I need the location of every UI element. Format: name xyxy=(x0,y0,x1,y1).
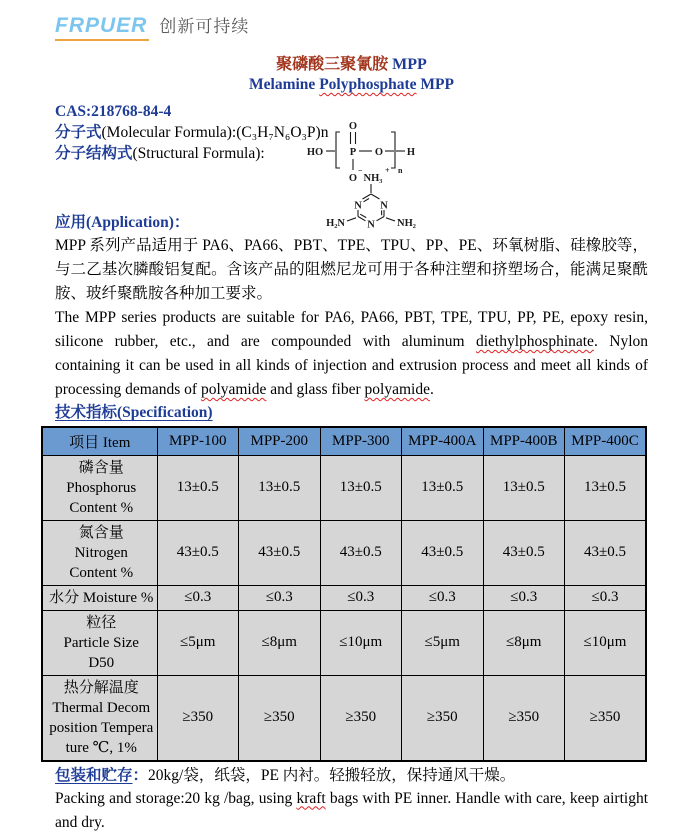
item-line: 热分解温度 xyxy=(63,679,139,696)
application-paragraph-en xyxy=(55,306,648,402)
app-en-wavy-polyamide-2: polyamide xyxy=(364,381,430,398)
spec-cell: 43±0.5 xyxy=(402,520,484,585)
col-header-mpp300: MPP-300 xyxy=(320,427,402,455)
logo-row xyxy=(55,12,648,41)
item-line: Particle Size xyxy=(63,634,139,651)
group-h2n: H₂N xyxy=(326,218,345,229)
spec-cell: ≥350 xyxy=(239,675,321,761)
atom-o-minus: O xyxy=(348,173,358,184)
row-item-cell xyxy=(42,585,157,610)
packing-text-cn: 20kg/袋，纸袋，PE 内衬。轻搬轻放，保持通风干燥。 xyxy=(148,766,516,784)
spec-cell: ≤10μm xyxy=(565,610,647,675)
ring-n-left: N xyxy=(354,200,362,212)
spec-cell: 43±0.5 xyxy=(483,520,565,585)
spec-cell: ≥350 xyxy=(483,675,565,761)
title-cn-text: 聚磷酸三聚氰胺 xyxy=(276,56,389,73)
product-title-cn xyxy=(55,55,648,75)
item-line: Nitrogen xyxy=(74,544,128,561)
row-item-cell xyxy=(42,520,157,585)
structural-formula-label-cn: 分子结构式 xyxy=(55,145,133,162)
atom-o-right: O xyxy=(374,147,384,158)
item-line: position Tempera xyxy=(49,719,154,736)
application-heading-en: (Application)： xyxy=(86,214,190,231)
spec-cell: 43±0.5 xyxy=(157,520,239,585)
group-nh2: NH₂ xyxy=(397,218,416,229)
atom-ho: HO xyxy=(306,147,324,158)
item-line: 粒径 xyxy=(86,614,117,631)
packing-en-seg: bags with PE inner. Handle with care, keep airtight and dry. xyxy=(55,789,648,831)
item-line: Thermal Decom xyxy=(52,699,151,716)
col-header-mpp100: MPP-100 xyxy=(157,427,239,455)
item-line: 磷含量 xyxy=(78,459,124,476)
repeat-n-subscript: n xyxy=(398,166,403,175)
spec-cell: ≤8μm xyxy=(483,610,565,675)
col-header-item: 项目 Item xyxy=(42,427,157,455)
row-item-cell xyxy=(42,610,157,675)
specification-heading-cn: 技术指标 xyxy=(55,404,118,421)
spec-cell: ≥350 xyxy=(157,675,239,761)
title-en-prefix: Melamine xyxy=(249,76,320,93)
item-line: Content % xyxy=(69,564,134,581)
application-paragraph-cn: MPP 系列产品适用于 PA6、PA66、PBT、TPE、TPU、PP、PE、环氧树脂、硅橡胶等，与二乙基次膦酸铝复配。含该产品的阻燃尼龙可用于各种注塑和挤塑场合，能满足聚酰胺、玻纤聚酰胺各种加工要求。 xyxy=(55,237,648,302)
table-header-row xyxy=(42,427,646,455)
atom-o-top: O xyxy=(348,121,358,132)
spec-cell: ≤8μm xyxy=(239,610,321,675)
table-row-thermal-decomposition xyxy=(42,675,646,761)
spec-cell: 13±0.5 xyxy=(239,455,321,520)
col-header-mpp200: MPP-200 xyxy=(239,427,321,455)
spec-cell: 13±0.5 xyxy=(565,455,647,520)
spec-cell: ≤5μm xyxy=(157,610,239,675)
table-row-phosphorus xyxy=(42,455,646,520)
logo-tagline: 创新可持续 xyxy=(159,17,250,36)
item-line: 氮含量 xyxy=(78,524,124,541)
table-row-moisture xyxy=(42,585,646,610)
item-line: D50 xyxy=(88,654,115,671)
item-line: ture ℃, 1% xyxy=(65,739,137,756)
spec-cell: ≤5μm xyxy=(402,610,484,675)
table-row-particle-size xyxy=(42,610,646,675)
app-en-wavy-polyamide-1: polyamide xyxy=(200,381,267,398)
packing-line-cn xyxy=(55,765,648,787)
spec-cell: 13±0.5 xyxy=(402,455,484,520)
spec-cell: 13±0.5 xyxy=(157,455,239,520)
col-header-mpp400b: MPP-400B xyxy=(483,427,565,455)
item-line: Phosphorus xyxy=(66,479,137,496)
structural-formula-diagram xyxy=(293,114,445,236)
spec-cell: 43±0.5 xyxy=(320,520,402,585)
spec-cell: ≤0.3 xyxy=(239,585,321,610)
item-line: Content % xyxy=(69,499,134,516)
spec-cell: ≤0.3 xyxy=(483,585,565,610)
app-en-wavy-diethylphosphinate: diethylphosphinate xyxy=(475,333,594,350)
atom-h-right: H xyxy=(406,147,416,158)
ring-n-right: N xyxy=(380,200,388,212)
specification-table xyxy=(41,426,647,762)
spec-cell: ≤0.3 xyxy=(402,585,484,610)
spec-cell: 43±0.5 xyxy=(565,520,647,585)
app-en-seg: and glass fiber xyxy=(266,381,365,398)
structural-formula-label-en: (Structural Formula): xyxy=(132,145,265,162)
minus-charge: − xyxy=(358,166,363,175)
packing-en-wavy-kraft: kraft xyxy=(296,789,326,807)
atom-p: P xyxy=(349,147,357,158)
application-heading-cn: 应用 xyxy=(55,214,87,231)
title-en-mpp: MPP xyxy=(416,76,454,93)
row-item-cell xyxy=(42,455,157,520)
plus-charge: + xyxy=(385,166,390,175)
spec-cell: ≤0.3 xyxy=(320,585,402,610)
group-nh3: NH₃ xyxy=(363,173,383,184)
spec-cell: ≤0.3 xyxy=(565,585,647,610)
row-item-cell xyxy=(42,675,157,761)
spec-cell: ≥350 xyxy=(320,675,402,761)
app-en-seg: . Nylon containing it can be used in all kinds of injection and extrusion process and meet all kinds of processing demands of xyxy=(55,333,648,398)
frpuer-logo: FRPUER xyxy=(55,14,149,41)
spec-cell: 43±0.5 xyxy=(239,520,321,585)
table-row-nitrogen xyxy=(42,520,646,585)
specification-heading-en: (Specification) xyxy=(117,404,213,421)
packing-en-seg: Packing and storage:20 kg /bag, using xyxy=(55,789,297,807)
col-header-mpp400c: MPP-400C xyxy=(565,427,647,455)
spec-cell: 13±0.5 xyxy=(320,455,402,520)
col-header-mpp400a: MPP-400A xyxy=(402,427,484,455)
spec-cell: ≤0.3 xyxy=(157,585,239,610)
spec-cell: ≤10μm xyxy=(320,610,402,675)
cas-line: CAS:218768-84-4 xyxy=(55,103,172,120)
spec-cell: 13±0.5 xyxy=(483,455,565,520)
app-en-seg: . xyxy=(429,381,434,398)
ring-n-bottom: N xyxy=(367,219,375,231)
packing-paragraph-en xyxy=(55,787,648,835)
packing-heading-cn: 包装和贮存 xyxy=(55,766,133,784)
molecular-formula-value: (Molecular Formula):(C₃H₇N₆O₃P)n xyxy=(101,124,329,141)
spec-cell: ≥350 xyxy=(402,675,484,761)
specification-heading xyxy=(55,402,648,424)
item-line: 水分 Moisture % xyxy=(49,589,154,606)
molecular-formula-label-cn: 分子式 xyxy=(55,124,102,141)
packing-heading-colon: ： xyxy=(132,766,149,784)
title-en-polyphosphate: Polyphosphate xyxy=(319,76,417,93)
app-en-seg: The MPP series products are suitable for PA6, PA66, PBT, TPE, TPU, PP, PE, epoxy resin, silicone rubber, etc., and are compounded with aluminum xyxy=(55,309,648,350)
spec-cell: ≥350 xyxy=(565,675,647,761)
product-title-en xyxy=(55,75,648,95)
title-cn-mpp: MPP xyxy=(388,56,427,73)
